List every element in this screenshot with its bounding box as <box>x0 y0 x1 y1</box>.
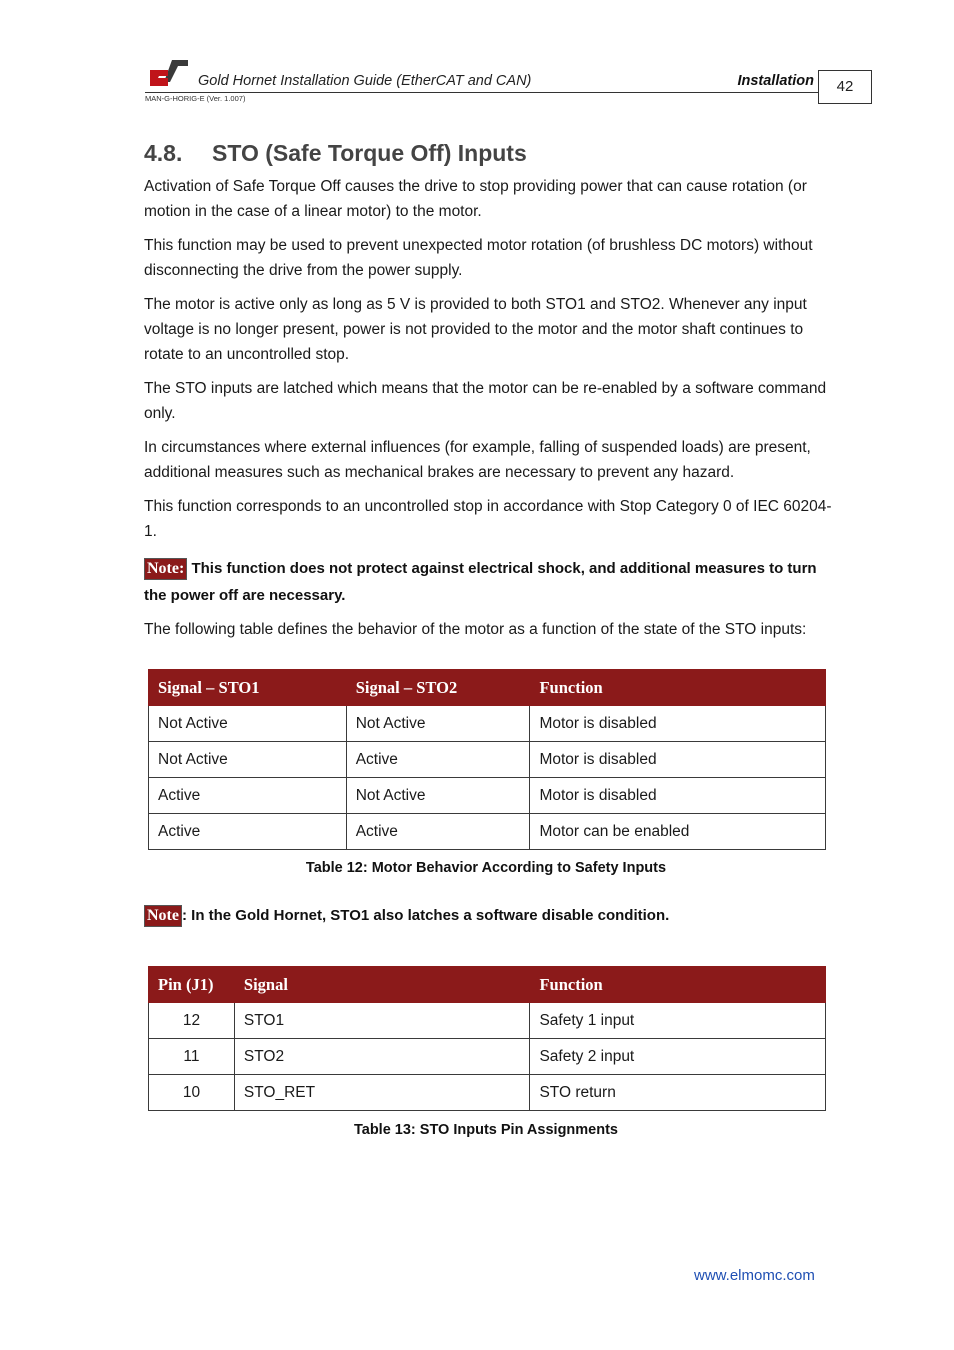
table-cell: 12 <box>149 1003 235 1039</box>
table-row <box>149 706 826 742</box>
paragraph: This function may be used to prevent unexpected motor rotation (of brushless DC motors) without disconnecting the drive from the power supply. <box>144 237 813 279</box>
note-block <box>144 902 834 929</box>
website-link[interactable]: www.elmomc.com <box>694 1267 815 1284</box>
paragraph: Activation of Safe Torque Off causes the drive to stop providing power that can cause rotation (or motion in the case of a linear motor) to the motor. <box>144 178 807 220</box>
table-caption: Table 13: STO Inputs Pin Assignments <box>353 1122 618 1138</box>
table-cell: Active <box>149 778 347 814</box>
table-cell: Motor is disabled <box>530 706 826 742</box>
table-cell: Motor is disabled <box>530 742 826 778</box>
column-header: Signal – STO1 <box>149 670 347 706</box>
table-cell: 10 <box>149 1075 235 1111</box>
column-header: Signal <box>234 967 530 1003</box>
table-cell: Active <box>346 814 530 850</box>
table-header-row <box>149 967 826 1003</box>
elmo-logo <box>148 58 190 88</box>
table-row <box>149 1075 826 1111</box>
table-cell: 11 <box>149 1039 235 1075</box>
column-header: Pin (J1) <box>149 967 235 1003</box>
table-cell: Active <box>346 742 530 778</box>
table-cell: Safety 2 input <box>530 1039 826 1075</box>
page-number: 42 <box>818 70 872 104</box>
table-cell: Not Active <box>149 742 347 778</box>
table-cell: Motor is disabled <box>530 778 826 814</box>
table-intro: The following table defines the behavior of the motor as a function of the state of the STO inputs: <box>144 621 807 638</box>
note-tag: Note <box>144 905 182 927</box>
header-section: Installation <box>737 73 814 89</box>
column-header: Function <box>530 670 826 706</box>
table-header-row <box>149 670 826 706</box>
table-cell: Safety 1 input <box>530 1003 826 1039</box>
table-row <box>149 742 826 778</box>
table-cell: STO2 <box>234 1039 530 1075</box>
document-code: MAN-G-HORIG-E (Ver. 1.007) <box>145 94 246 103</box>
table-cell: STO1 <box>234 1003 530 1039</box>
table-row <box>149 778 826 814</box>
table-cell: STO return <box>530 1075 826 1111</box>
paragraph: The STO inputs are latched which means that the motor can be re-enabled by a software command only. <box>144 380 827 422</box>
header-rule <box>145 92 818 93</box>
table-cell: Motor can be enabled <box>530 814 826 850</box>
table-cell: Not Active <box>346 706 530 742</box>
table-row <box>149 814 826 850</box>
motor-behavior-table <box>148 669 826 850</box>
table-cell: Not Active <box>346 778 530 814</box>
table-cell: Not Active <box>149 706 347 742</box>
column-header: Signal – STO2 <box>346 670 530 706</box>
paragraph: The motor is active only as long as 5 V is provided to both STO1 and STO2. Whenever any input voltage is no longer present, power is not provided to the motor and the motor shaft continues to rotate to an uncontrolled stop. <box>144 296 807 363</box>
section-title: STO (Safe Torque Off) Inputs <box>212 140 527 166</box>
note-tag: Note: <box>144 558 187 580</box>
paragraph: In circumstances where external influences (for example, falling of suspended loads) are present, additional measures such as mechanical brakes are necessary to prevent any hazard. <box>144 439 811 481</box>
table-row <box>149 1003 826 1039</box>
paragraph: This function corresponds to an uncontrolled stop in accordance with Stop Category 0 of IEC 60204-1. <box>144 498 832 540</box>
sto-pin-table <box>148 966 826 1111</box>
table-cell: Active <box>149 814 347 850</box>
table-caption: Table 12: Motor Behavior According to Safety Inputs <box>305 860 667 876</box>
header-title: Gold Hornet Installation Guide (EtherCAT and CAN) <box>198 73 532 89</box>
note-text: : In the Gold Hornet, STO1 also latches a software disable condition. <box>181 907 670 924</box>
column-header: Function <box>530 967 826 1003</box>
note-block <box>144 555 834 609</box>
note-text: This function does not protect against electrical shock, and additional measures to turn the power off are necessary. <box>144 560 817 604</box>
section-number: 4.8. <box>144 140 183 166</box>
table-cell: STO_RET <box>234 1075 530 1111</box>
table-row <box>149 1039 826 1075</box>
